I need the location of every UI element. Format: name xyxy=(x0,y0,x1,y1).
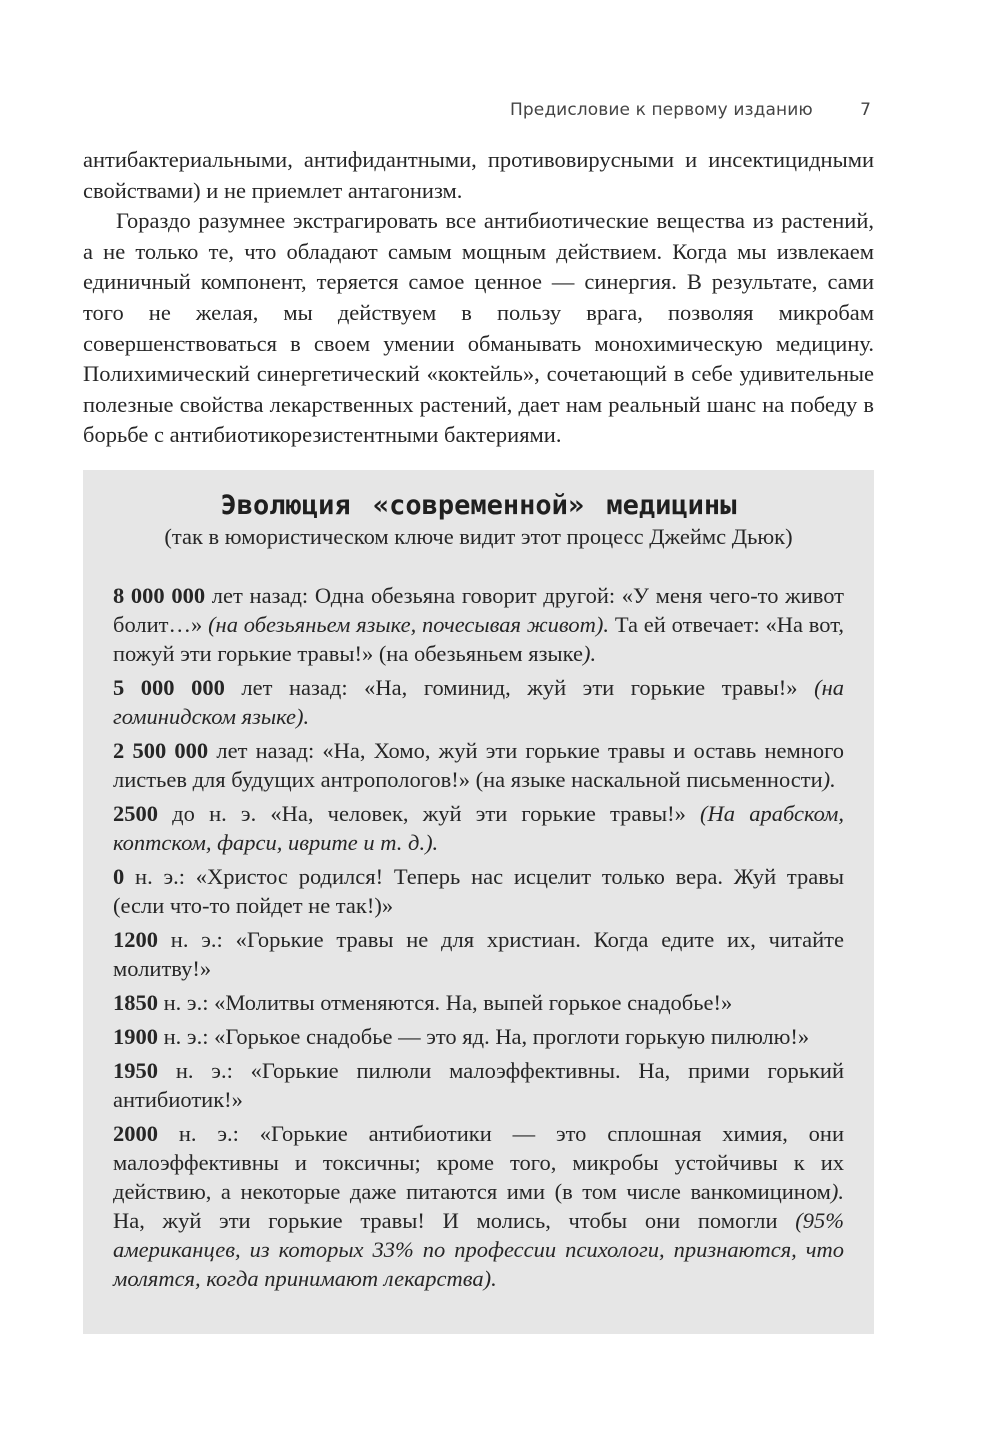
entry-date: 1900 xyxy=(113,1024,158,1049)
running-head-title: Предисловие к первому изданию xyxy=(510,100,813,120)
timeline-entry xyxy=(113,581,844,668)
timeline-entry xyxy=(113,799,844,857)
entry-italic: ). xyxy=(830,1179,844,1204)
timeline-entry xyxy=(113,736,844,794)
timeline-entry xyxy=(113,1056,844,1114)
timeline-entry xyxy=(113,988,844,1017)
timeline-entry xyxy=(113,862,844,920)
entry-text: лет назад: «На, Хомо, жуй эти горькие травы и оставь немного листьев для будущих антропологов!» (на языке наскальной письменности xyxy=(113,738,844,792)
entry-italic: ). xyxy=(582,641,597,666)
timeline-entry xyxy=(113,1022,844,1051)
entry-text: н. э.: «Христос родился! Теперь нас исцелит только вера. Жуй травы (если что-то пойдет не так!)» xyxy=(113,864,844,918)
timeline-entry xyxy=(113,925,844,983)
entry-text: н. э.: «Горькие пилюли малоэффективны. На, прими горький антибиотик!» xyxy=(113,1058,844,1112)
entry-date: 1850 xyxy=(113,990,158,1015)
timeline-entry xyxy=(113,1119,844,1293)
sidebar-title: Эволюция «современной» медицины xyxy=(220,490,737,521)
entry-text: н. э.: «Молитвы отменяются. На, выпей горькое снадобье!» xyxy=(158,990,733,1015)
sidebar-subtitle: (так в юмористическом ключе видит этот процесс Джеймс Дьюк) xyxy=(164,524,793,549)
entry-text: Та ей отвечает: «На вот, пожуй эти горькие травы!» (на обезьяньем языке xyxy=(113,612,844,666)
entry-text: лет назад: «На, гоминид, жуй эти горькие травы!» xyxy=(224,675,815,700)
entry-date: 0 xyxy=(113,864,125,889)
entry-date: 2000 xyxy=(113,1121,158,1146)
entry-italic: ). xyxy=(822,767,836,792)
entry-date: 1200 xyxy=(113,927,158,952)
entry-italic: (на гоминидском языке). xyxy=(113,675,844,729)
entry-date: 1950 xyxy=(113,1058,158,1083)
body-text xyxy=(83,145,874,451)
entry-text: до н. э. «На, человек, жуй эти горькие травы!» xyxy=(158,801,701,826)
entry-date: 2500 xyxy=(113,801,158,826)
entry-italic: (95% американцев, из которых 33% по профессии психологи, признаются, что молятся, когда принимают лекарства). xyxy=(113,1208,844,1291)
body-paragraph: Гораздо разумнее экстрагировать все антибиотические вещества из растений, а не только те, что обладают самым мощным действием. Когда мы извлекаем единичный компонент, теряется самое ценное — синергия. В результате, сами того не желая, мы действуем в пользу врага, позволяя микробам совершенствоваться в своем умении обманывать монохимическую медицину. Полихимический синергетический «коктейль», сочетающий в себе удивительные полезные свойства лекарственных растений, дает нам реальный шанс на победу в борьбе с антибиотикорезистентными бактериями. xyxy=(83,208,874,448)
running-head xyxy=(500,97,879,127)
entry-text: н. э.: «Горькое снадобье — это яд. На, проглоти горькую пилюлю!» xyxy=(158,1024,810,1049)
entry-text: На, жуй эти горькие травы! И молись, чтобы они помогли xyxy=(113,1208,796,1233)
sidebar-box xyxy=(83,470,874,1334)
page-number: 7 xyxy=(860,100,871,120)
entry-date: 5 000 000 xyxy=(113,675,225,700)
entry-date: 2 500 000 xyxy=(113,738,209,763)
entry-italic: (на обезьяньем языке, почесывая живот). xyxy=(208,612,610,637)
entry-italic: (На арабском, коптском, фарси, иврите и т. д.). xyxy=(113,801,845,855)
entry-date: 8 000 000 xyxy=(113,583,206,608)
timeline-entry xyxy=(113,673,844,731)
entry-text: н. э.: «Горькие травы не для христиан. Когда едите их, читайте молитву!» xyxy=(113,927,844,981)
entry-text: лет назад: Одна обезьяна говорит другой: «У меня чего-то живот болит…» xyxy=(113,583,844,637)
entry-text: н. э.: «Горькие антибиотики — это сплошная химия, они малоэффективны и токсичны; кроме того, микробы устойчивы к их действию, а некоторые даже питаются ими (в том числе ванкомицином xyxy=(113,1121,844,1204)
body-paragraph: антибактериальными, антифидантными, противовирусными и инсектицидными свойствами) и не приемлет антагонизм. xyxy=(83,147,874,203)
timeline-list xyxy=(113,581,844,1298)
